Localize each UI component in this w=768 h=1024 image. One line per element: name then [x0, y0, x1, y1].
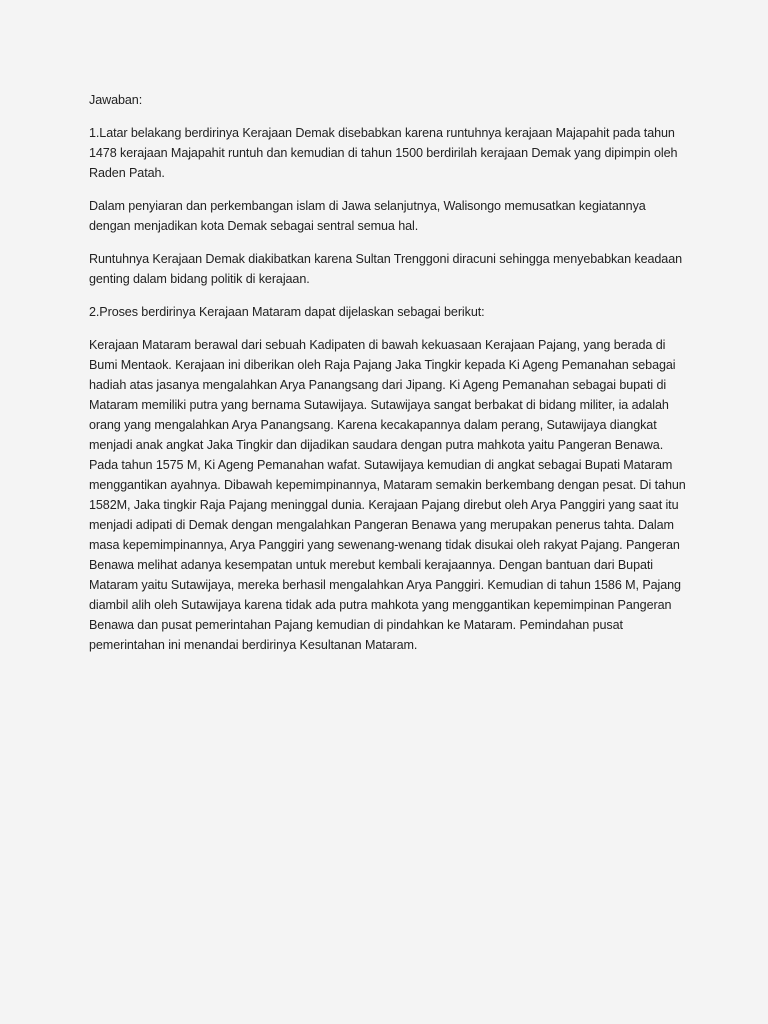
- answer-label: Jawaban:: [89, 93, 143, 107]
- paragraph-demak-fall: Runtuhnya Kerajaan Demak diakibatkan karena Sultan Trenggoni diracuni sehingga menyebabkan keadaan genting dalam bidang politik di kerajaan.: [89, 252, 683, 286]
- paragraph-mataram-heading: 2.Proses berdirinya Kerajaan Mataram dapat dijelaskan sebagai berikut:: [89, 305, 485, 319]
- document-body: [89, 90, 689, 668]
- paragraph-demak-background: 1.Latar belakang berdirinya Kerajaan Demak disebabkan karena runtuhnya kerajaan Majapahit pada tahun 1478 kerajaan Majapahit runtuh dan kemudian di tahun 1500 berdirilah kerajaan Demak yang dipimpin oleh Raden Patah.: [89, 126, 678, 180]
- paragraph-mataram-history: Kerajaan Mataram berawal dari sebuah Kadipaten di bawah kekuasaan Kerajaan Pajang, yang berada di Bumi Mentaok. Kerajaan ini diberikan oleh Raja Pajang Jaka Tingkir kepada Ki Ageng Pemanahan sebagai hadiah atas jasanya mengalahkan Arya Panangsang dari Jipang. Ki Ageng Pemanahan sebagai bupati di Mataram memiliki putra yang bernama Sutawijaya. Sutawijaya sangat berbakat di bidang militer, ia adalah orang yang mengalahkan Arya Panangsang. Karena kecakapannya dalam perang, Sutawijaya diangkat menjadi anak angkat Jaka Tingkir dan dijadikan saudara dengan putra mahkota yaitu Pangeran Benawa. Pada tahun 1575 M, Ki Ageng Pemanahan wafat. Sutawijaya kemudian di angkat sebagai Bupati Mataram menggantikan ayahnya. Dibawah kepemimpinannya, Mataram semakin berkembang dengan pesat. Di tahun 1582M, Jaka tingkir Raja Pajang meninggal dunia. Kerajaan Pajang direbut oleh Arya Panggiri yang saat itu menjadi adipati di Demak dengan mengalahkan Pangeran Benawa yang merupakan penerus tahta. Dalam masa kepemimpinannya, Arya Panggiri yang sewenang-wenang tidak disukai oleh rakyat Pajang. Pangeran Benawa melihat adanya kesempatan untuk merebut kembali kerajaannya. Dengan bantuan dari Bupati Mataram yaitu Sutawijaya, mereka berhasil mengalahkan Arya Panggiri. Kemudian di tahun 1586 M, Pajang diambil alih oleh Sutawijaya karena tidak ada putra mahkota yang menggantikan kepemimpinan Pangeran Benawa dan pusat pemerintahan Pajang kemudian di pindahkan ke Mataram. Pemindahan pusat pemerintahan ini menandai berdirinya Kesultanan Mataram.: [89, 338, 686, 652]
- paragraph-walisongo: Dalam penyiaran dan perkembangan islam di Jawa selanjutnya, Walisongo memusatkan kegiatannya dengan menjadikan kota Demak sebagai sentral semua hal.: [89, 199, 646, 233]
